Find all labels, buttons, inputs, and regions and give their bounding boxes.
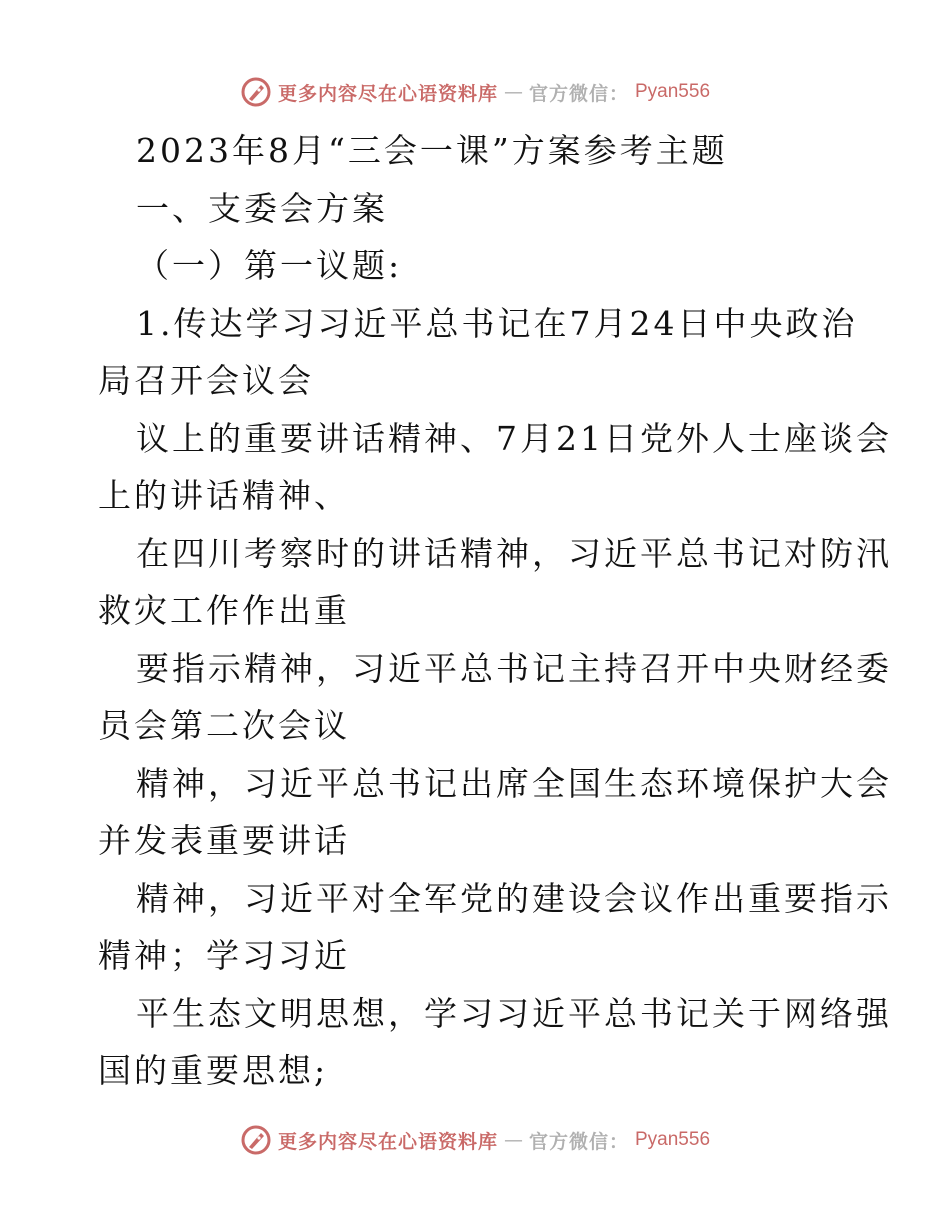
text-line: 在四川考察时的讲话精神，习近平总书记对防汛 xyxy=(136,533,892,573)
text-line: 救灾工作作出重 xyxy=(98,591,350,630)
text-line: 员会第二次会议 xyxy=(98,706,350,745)
watermark-wechat-id: Pyan556 xyxy=(635,1129,711,1150)
text-line: 并发表重要讲话 xyxy=(98,821,350,860)
text-line: 上的讲话精神、 xyxy=(98,476,350,515)
pen-nib-logo-icon xyxy=(240,76,272,108)
watermark-text: 更多内容尽在心语资料库 xyxy=(277,82,498,105)
watermark-official-label: 官方微信： xyxy=(528,82,629,105)
watermark-dash: — xyxy=(503,81,523,103)
watermark-text: 更多内容尽在心语资料库 xyxy=(277,1130,498,1153)
watermark-dash: — xyxy=(503,1129,523,1151)
header-watermark xyxy=(0,72,950,112)
text-line: 国的重要思想; xyxy=(98,1051,329,1090)
footer-watermark xyxy=(0,1120,950,1160)
pen-nib-logo-icon xyxy=(240,1124,272,1156)
text-line: 议上的重要讲话精神、7月21日党外人士座谈会 xyxy=(136,418,892,458)
text-line: 精神，习近平总书记出席全国生态环境保护大会 xyxy=(136,763,892,803)
text-line: 平生态文明思想，学习习近平总书记关于网络强 xyxy=(136,993,892,1033)
text-line: 一、支委会方案 xyxy=(136,188,388,228)
text-line: 精神，习近平对全军党的建设会议作出重要指示 xyxy=(136,878,892,918)
text-line: 精神；学习习近 xyxy=(98,936,350,975)
text-line: 要指示精神，习近平总书记主持召开中央财经委 xyxy=(136,648,892,688)
text-line: 局召开会议会 xyxy=(98,361,314,400)
watermark-official-label: 官方微信： xyxy=(528,1130,629,1153)
text-line: 1.传达学习习近平总书记在7月24日中央政治 xyxy=(136,303,858,343)
watermark-wechat-id: Pyan556 xyxy=(635,81,711,102)
text-line: 2023年8月“三会一课”方案参考主题 xyxy=(136,131,728,170)
text-line: （一）第一议题: xyxy=(136,246,403,285)
document-body xyxy=(98,122,892,1100)
